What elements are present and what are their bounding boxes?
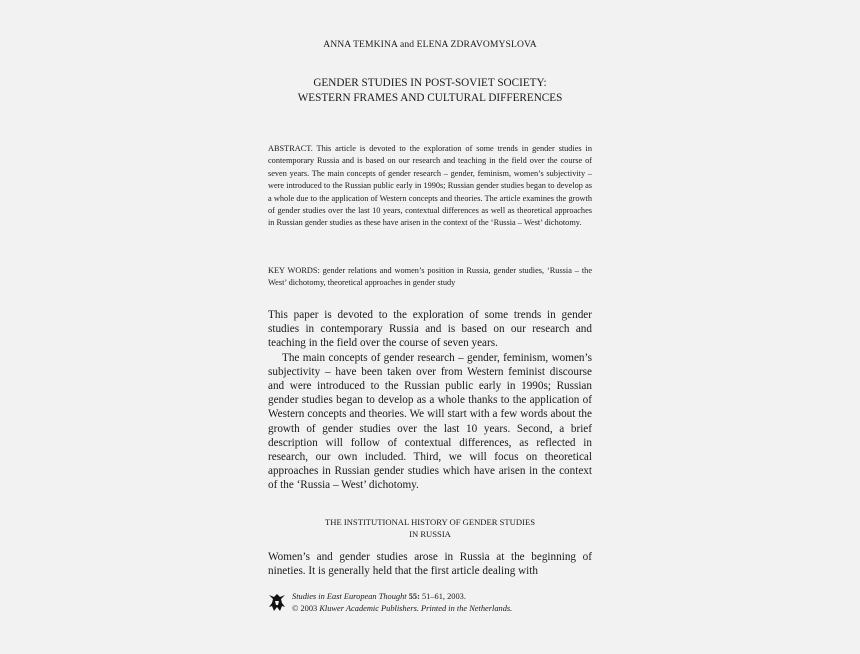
abstract-paragraph: ABSTRACT. This article is devoted to the exploration of some trends in gender studies in contemporary Russia and is based on our research and teaching in the field over the course of seven years. The main concepts of gender research – gender, feminism, women’s subjectivity – were introduced to the Russian public early in 1990s; Russian gender studies began to develop as a whole due to the application of Western concepts and theories. The article examines the growth of gender studies over the last 10 years, contextual differences as well as theoretical approaches in Russian gender studies as these have arisen in the context of the ‘Russia – West’ dichotomy.	[268, 144, 592, 228]
page-footer	[268, 591, 598, 617]
printed-note: Printed in the Netherlands.	[421, 604, 513, 613]
footer-line-1	[292, 591, 512, 603]
journal-pages: 51–61, 2003.	[421, 592, 466, 601]
section-heading	[268, 516, 592, 540]
journal-name: Studies in East European Thought	[292, 592, 407, 601]
copyright-year: 2003	[300, 604, 318, 613]
publisher-name: Kluwer Academic Publishers.	[319, 604, 419, 613]
copyright-symbol: ©	[292, 604, 299, 613]
authors-line: ANNA TEMKINA and ELENA ZDRAVOMYSLOVA	[323, 39, 537, 50]
section-paragraph-1: Women’s and gender studies arose in Russia at the beginning of nineties. It is generally held that the first article dealing with	[268, 551, 592, 578]
title-line-1: GENDER STUDIES IN POST-SOVIET SOCIETY:	[313, 77, 547, 89]
keywords-paragraph: KEY WORDS: gender relations and women’s position in Russia, gender studies, ‘Russia – the West’ dichotomy, theoretical approaches in gender study	[268, 266, 592, 288]
section-heading-line-1: THE INSTITUTIONAL HISTORY OF GENDER STUDIES	[325, 517, 535, 527]
title-line-2: WESTERN FRAMES AND CULTURAL DIFFERENCES	[297, 92, 563, 104]
intro-paragraph-1: This paper is devoted to the exploration of some trends in gender studies in contemporary Russia and is based on our research and teaching in the field over the course of seven years.	[268, 309, 592, 350]
intro-paragraph-2: The main concepts of gender research – gender, feminism, women’s subjectivity – have been taken over from Western feminist discourse and were introduced to the Russian public early in 1990s; Russian gender studies began to develop as a whole thanks to the application of Western concepts and theories. We will start with a few words about the growth of gender studies over the last 10 years. Second, a brief description will follow of contextual differences, as reflected in research, our own included. Third, we will focus on theoretical approaches in Russian gender studies which have arisen in the context of the ‘Russia – West’ dichotomy.	[268, 351, 592, 492]
footer-line-2	[292, 603, 512, 615]
section-heading-line-2: IN RUSSIA	[409, 529, 451, 539]
paper-title	[268, 76, 592, 106]
kluwer-logo-icon	[268, 593, 286, 613]
footer-citation	[292, 591, 512, 615]
journal-volume: 55:	[408, 592, 420, 601]
intro-body	[268, 308, 592, 493]
